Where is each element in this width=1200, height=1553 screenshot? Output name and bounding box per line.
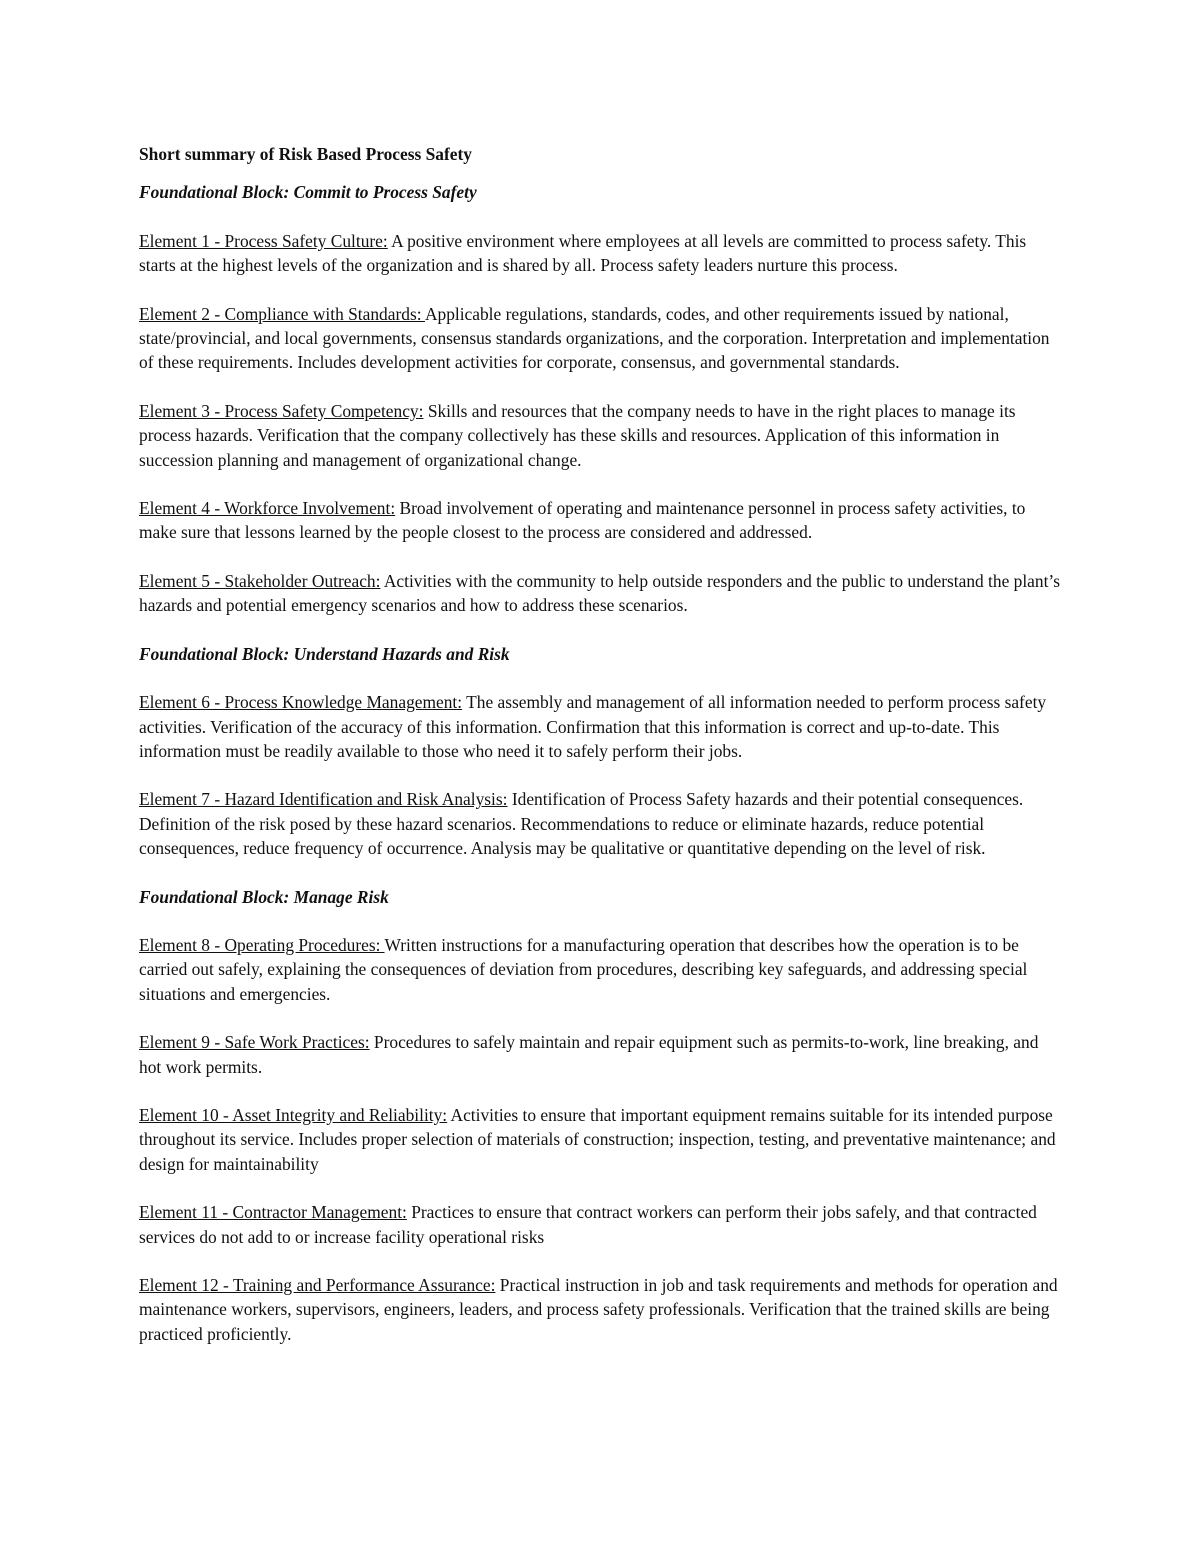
element-paragraph bbox=[139, 787, 1064, 860]
element-label: Element 12 - Training and Performance Assurance: bbox=[139, 1275, 496, 1295]
element-text: Practical instruction in job and task requirements and methods for operation and maintenance workers, supervisors, engineers, leaders, and process safety professionals. Verification that the trained skills are being practiced proficiently. bbox=[139, 1275, 1058, 1344]
element-text: Written instructions for a manufacturing operation that describes how the operation is to be carried out safely, explaining the consequences of deviation from procedures, describing key safeguards, and addressing special situations and emergencies. bbox=[139, 934, 1028, 1004]
element-label: Element 11 - Contractor Management: bbox=[139, 1202, 407, 1223]
element-text: Practices to ensure that contract workers can perform their jobs safely, and that contracted services do not add to or increase facility operational risks bbox=[139, 1202, 1037, 1247]
element-paragraph bbox=[139, 496, 1064, 545]
section-manage-risk bbox=[139, 885, 1064, 1347]
element-label: Element 8 - Operating Procedures: bbox=[139, 934, 385, 955]
element-text: Broad involvement of operating and maintenance personnel in process safety activities, to make sure that lessons learned by the people closest to the process are considered and addressed. bbox=[139, 498, 1026, 543]
element-label: Element 6 - Process Knowledge Management: bbox=[139, 692, 463, 713]
document-page bbox=[139, 142, 1064, 1346]
element-text: Skills and resources that the company needs to have in the right places to manage its process hazards. Verification that the company collectively has these skills and resources. Application of this information in succession planning and management of organizational change. bbox=[139, 400, 1016, 470]
element-text: Procedures to safely maintain and repair equipment such as permits-to-work, line breaking, and hot work permits. bbox=[139, 1032, 1039, 1077]
element-text: Activities with the community to help outside responders and the public to understand the plant’s hazards and potential emergency scenarios and how to address these scenarios. bbox=[139, 570, 1061, 616]
section-heading: Foundational Block: Commit to Process Safety bbox=[139, 182, 477, 203]
element-label: Element 4 - Workforce Involvement: bbox=[139, 498, 396, 519]
element-paragraph bbox=[139, 1030, 1064, 1079]
element-paragraph bbox=[139, 933, 1064, 1006]
element-paragraph bbox=[139, 229, 1064, 278]
element-label: Element 10 - Asset Integrity and Reliability: bbox=[139, 1104, 448, 1125]
element-paragraph bbox=[139, 569, 1064, 618]
section-heading: Foundational Block: Understand Hazards and Risk bbox=[139, 643, 510, 664]
element-paragraph bbox=[139, 1200, 1064, 1249]
element-label: Element 3 - Process Safety Competency: bbox=[139, 400, 424, 421]
element-label: Element 1 - Process Safety Culture: bbox=[139, 230, 388, 251]
element-text: A positive environment where employees at all levels are committed to process safety. This starts at the highest levels of the organization and is shared by all. Process safety leaders nurture this process. bbox=[139, 230, 1027, 276]
element-label: Element 5 - Stakeholder Outreach: bbox=[139, 570, 381, 591]
section-commit-to-process-safety bbox=[139, 180, 1064, 617]
element-label: Element 9 - Safe Work Practices: bbox=[139, 1032, 370, 1053]
document-title: Short summary of Risk Based Process Safety bbox=[139, 144, 472, 164]
element-paragraph bbox=[139, 302, 1064, 375]
element-text: Applicable regulations, standards, codes, and other requirements issued by national, state/provincial, and local governments, consensus standards organizations, and the corporation. Interpretation and implementation of these requirements. Includes development activities for corporate, consensus, and governmental standards. bbox=[139, 303, 1050, 373]
element-text: Identification of Process Safety hazards and their potential consequences. Definition of the risk posed by these hazard scenarios. Recommendations to reduce or eliminate hazards, reduce potential consequences, reduce frequency of occurrence. Analysis may be qualitative or quantitative depending on the level of risk. bbox=[139, 789, 1024, 859]
element-paragraph bbox=[139, 690, 1064, 763]
element-label: Element 7 - Hazard Identification and Risk Analysis: bbox=[139, 789, 508, 810]
element-paragraph bbox=[139, 1103, 1064, 1176]
element-label: Element 2 - Compliance with Standards: bbox=[139, 303, 425, 324]
element-text: The assembly and management of all information needed to perform process safety activities. Verification of the accuracy of this information. Confirmation that this information is correct and up-to-date. This information must be readily available to those who need it to safely perform their jobs. bbox=[139, 692, 1047, 761]
element-paragraph bbox=[139, 1273, 1064, 1346]
section-heading: Foundational Block: Manage Risk bbox=[139, 886, 389, 907]
element-text: Activities to ensure that important equipment remains suitable for its intended purpose throughout its service. Includes proper selection of materials of construction; inspection, testing, and preventative maintenance; and design for maintainability bbox=[139, 1104, 1056, 1174]
element-paragraph bbox=[139, 399, 1064, 472]
section-understand-hazards-and-risk bbox=[139, 642, 1064, 861]
